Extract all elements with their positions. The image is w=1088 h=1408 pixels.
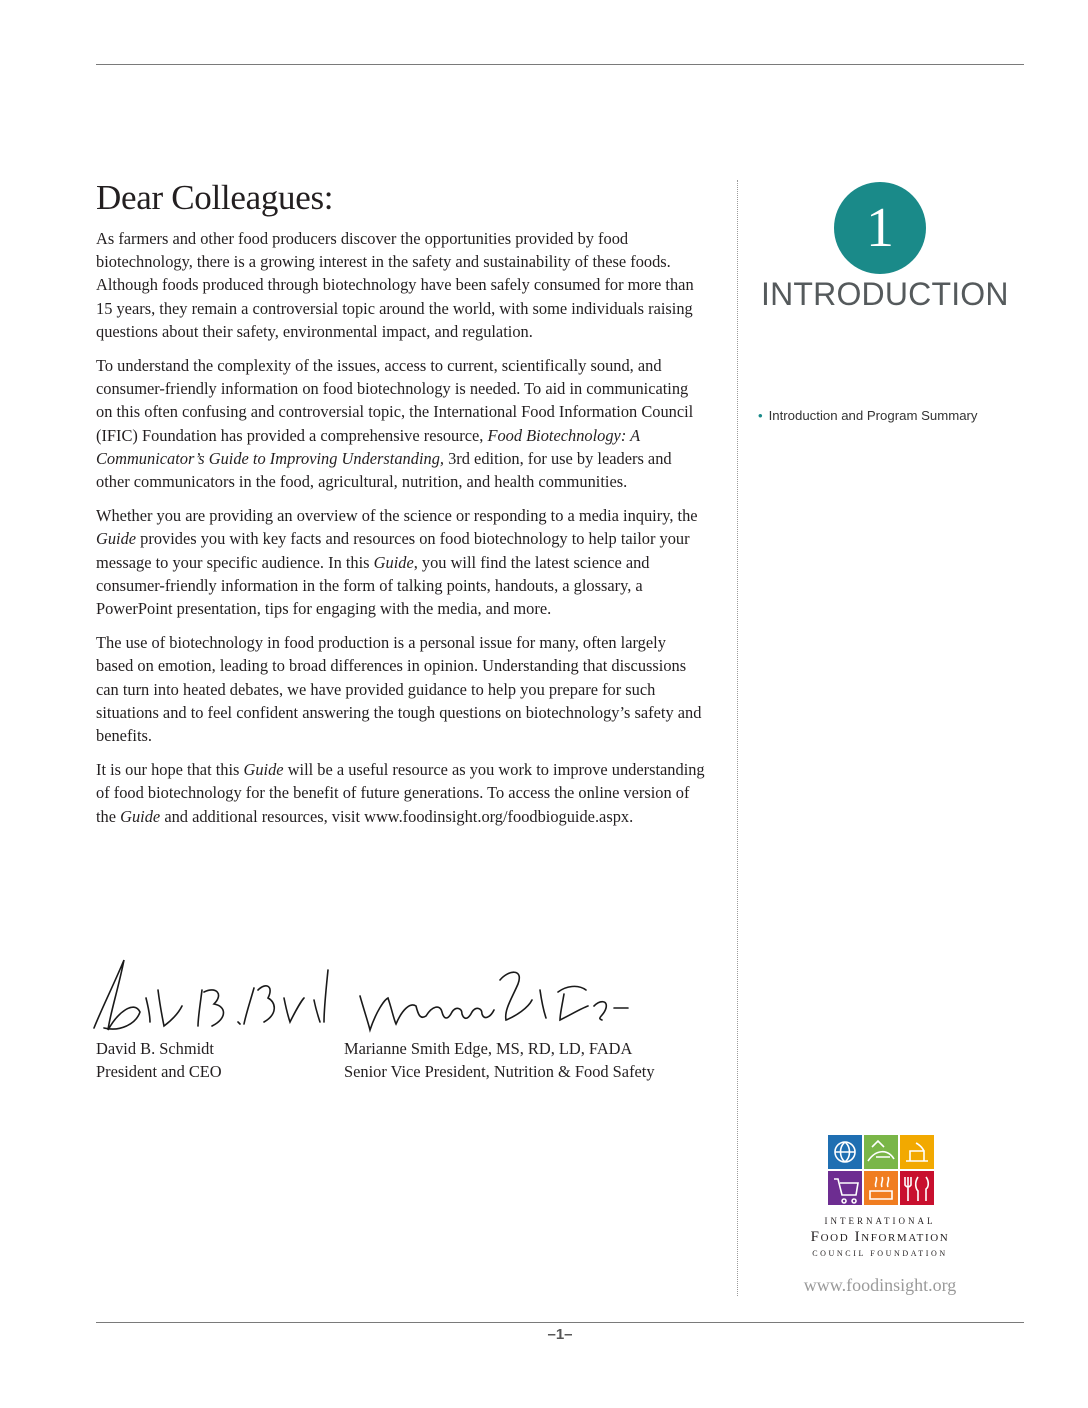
column-divider [737, 180, 738, 1296]
signatory-name: Marianne Smith Edge, MS, RD, LD, FADA [344, 1039, 633, 1058]
signature-edge [360, 972, 628, 1030]
ific-logo [826, 1135, 936, 1243]
signatory-2 [344, 1037, 655, 1083]
org-website-link[interactable]: www.foodinsight.org [803, 1275, 957, 1295]
bottom-rule [96, 1322, 1024, 1323]
chapter-toc-item[interactable] [758, 408, 978, 423]
page-number: –1– [547, 1326, 573, 1343]
guide-title: Food Biotechnology: A Communicator’s Guide to Improving Understanding, [96, 425, 640, 468]
signatures-image [88, 950, 668, 1040]
toc-item-label: Introduction and Program Summary [768, 408, 978, 423]
signatory-title: President and CEO [96, 1062, 222, 1081]
signatory-name: David B. Schmidt [96, 1039, 214, 1058]
paragraph-4: The use of biotechnology in food production is a personal issue for many, often largely based on emotion, leading to broad differences in opinion. Understanding that discussions can turn into heated debates, we have provided guidance to help you prepare for such situations and to feel confident answering the tough questions on biotechnology’s safety and benefits. [96, 633, 702, 746]
chapter-title: INTRODUCTION [761, 276, 1009, 312]
paragraph-2: To understand the complexity of the issues, access to current, scientifically sound, and consumer-friendly information on food biotechnology is needed. To aid in communicating on this often confusing and controversial topic, the International Food Information Council (IFIC) Foundation has provided a comprehensive resource, Food Biotechnology: A Communicator’s Guide to Improving Understanding, 3rd edition, for use by leaders and other communicators in the food, agricultural, nutrition, and health communities. [96, 356, 694, 492]
org-name-line-2: Food Information [810, 1229, 950, 1245]
letter-heading: Dear Colleagues: [96, 178, 334, 217]
letter-body [96, 227, 706, 839]
top-rule [96, 64, 1024, 65]
chapter-number-badge: 1 [834, 182, 926, 274]
signatory-1 [96, 1037, 222, 1083]
paragraph-1: As farmers and other food producers discover the opportunities provided by food biotechnology, there is a growing interest in the safety and sustainability of these foods. Although foods produced through biotechnology have been safely consumed for more than 15 years, they remain a controversial topic around the world, with some individuals raising questions about their safety, environmental impact, and regulation. [96, 229, 694, 341]
org-name-line-1: INTERNATIONAL [824, 1216, 936, 1226]
bullet-icon: • [758, 408, 763, 423]
paragraph-3: Whether you are providing an overview of the science or responding to a media inquiry, the Guide provides you with key facts and resources on food biotechnology to help tailor your message to your specific audience. In this Guide, you will find the latest science and consumer-friendly information in the form of talking points, handouts, a glossary, a PowerPoint presentation, tips for engaging with the media, and more. [96, 506, 698, 619]
paragraph-5: It is our hope that this Guide will be a useful resource as you work to improve understanding of food biotechnology for the benefit of future generations. To access the online version of the Guide and additional resources, visit www.foodinsight.org/foodbioguide.aspx. [96, 760, 705, 826]
org-name-line-3: COUNCIL FOUNDATION [812, 1249, 948, 1258]
signature-schmidt [94, 960, 328, 1030]
signatory-title: Senior Vice President, Nutrition & Food Safety [344, 1062, 655, 1081]
